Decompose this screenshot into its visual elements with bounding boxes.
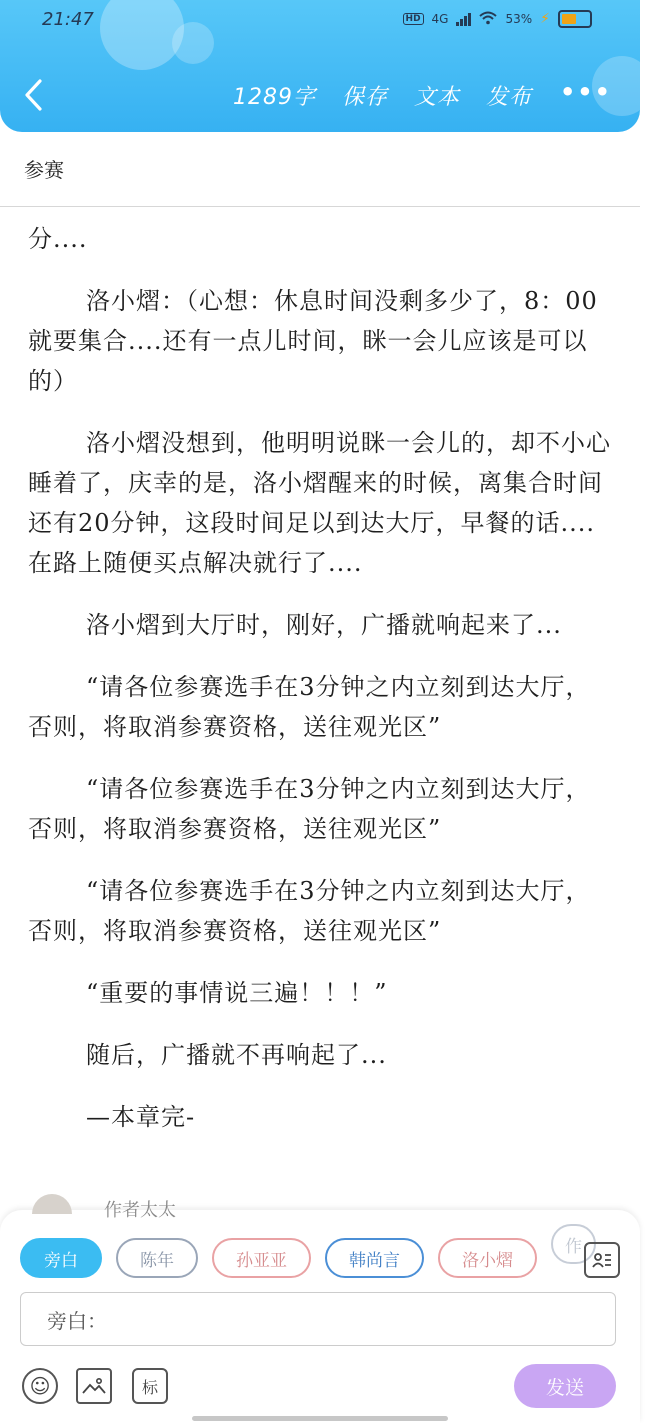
save-button[interactable]: 保存 [341, 85, 388, 110]
network-label: 4G [431, 12, 449, 26]
role-chip[interactable]: 洛小熠 [438, 1238, 537, 1278]
hd-icon: HD [403, 13, 424, 25]
story-paragraph: 洛小熠没想到，他明明说眯一会儿的，却不小心睡着了，庆幸的是，洛小熠醒来的时候，离集合时间还有20分钟，这段时间足以到达大厅，早餐的话....在路上随便买点解决就行了.... [28, 429, 611, 577]
signal-icon [456, 12, 471, 26]
emoji-button[interactable] [22, 1368, 58, 1404]
story-paragraph: —本章完- [86, 1103, 196, 1131]
send-button[interactable]: 发送 [514, 1364, 616, 1408]
story-content[interactable] [0, 207, 640, 1213]
more-icon: ••• [559, 78, 612, 106]
image-button[interactable] [76, 1368, 112, 1404]
home-indicator[interactable] [192, 1416, 448, 1421]
role-chip[interactable]: 陈年 [116, 1238, 198, 1278]
story-paragraph: “重要的事情说三遍！！！” [86, 979, 388, 1007]
decor-bubble [172, 22, 214, 64]
story-paragraph: 洛小熠到大厅时，刚好，广播就响起来了... [86, 611, 562, 639]
battery-percent: 53% [505, 12, 533, 26]
dialogue-input[interactable] [20, 1292, 616, 1346]
charging-icon: ⚡ [540, 11, 550, 27]
role-selector [20, 1238, 580, 1280]
word-count: 1289字 [232, 85, 316, 110]
story-paragraph: 随后，广播就不再响起了... [86, 1041, 387, 1069]
role-list-button[interactable] [584, 1242, 620, 1278]
story-paragraph: “请各位参赛选手在3分钟之内立刻到达大厅，否则，将取消参赛资格，送往观光区” [28, 775, 591, 843]
image-icon [81, 1375, 107, 1397]
decor-bubble [100, 0, 184, 70]
chevron-left-icon [22, 78, 44, 112]
top-header [0, 0, 640, 132]
role-chip[interactable]: 旁白 [20, 1238, 102, 1278]
story-paragraph: “请各位参赛选手在3分钟之内立刻到达大厅，否则，将取消参赛资格，送往观光区” [28, 673, 591, 741]
battery-icon [558, 10, 592, 28]
role-chip[interactable]: 韩尚言 [325, 1238, 424, 1278]
more-button[interactable] [560, 78, 612, 106]
wifi-icon [479, 11, 497, 28]
contact-list-icon [591, 1250, 613, 1270]
status-icons [403, 10, 592, 28]
emoji-icon: ☺ [29, 1374, 51, 1398]
category-bar[interactable] [0, 140, 640, 207]
story-paragraph: “请各位参赛选手在3分钟之内立刻到达大厅，否则，将取消参赛资格，送往观光区” [28, 877, 591, 945]
story-paragraph: 洛小熠：（心想：休息时间没剩多少了，8：00就要集合....还有一点儿时间，眯一会儿应该是可以的） [28, 287, 598, 395]
back-button[interactable] [22, 78, 44, 119]
mark-label: 标 [141, 1377, 158, 1397]
text-button[interactable]: 文本 [413, 85, 460, 110]
status-time: 21:47 [42, 9, 94, 30]
role-chip[interactable]: 孙亚亚 [212, 1238, 311, 1278]
publish-button[interactable]: 发布 [485, 85, 532, 110]
header-actions [233, 80, 532, 111]
category-label: 参赛 [24, 158, 64, 182]
input-role-prefix: 旁白： [47, 1309, 107, 1333]
role-chip[interactable]: 作 [551, 1224, 596, 1264]
story-paragraph: 分.... [28, 225, 88, 253]
mark-button[interactable] [132, 1368, 168, 1404]
author-name-peek: 作者太太 [104, 1200, 176, 1221]
compose-panel [0, 1200, 640, 1423]
